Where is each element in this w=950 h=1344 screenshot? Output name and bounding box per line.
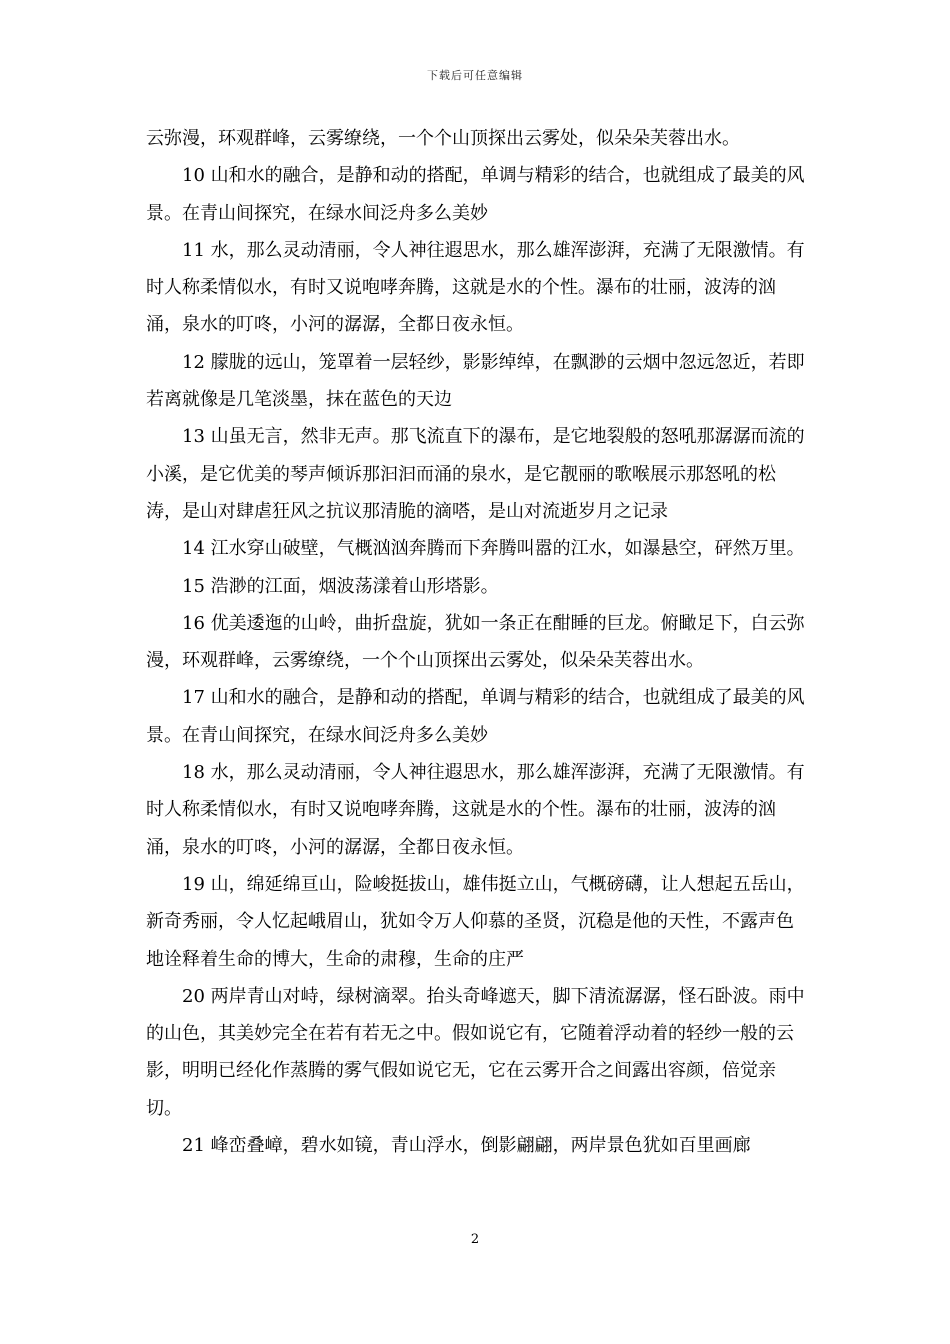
paragraph: 20 两岸青山对峙，绿树滴翠。抬头奇峰遮天，脚下清流潺潺，怪石卧波。雨中的山色，其美妙完全在若有若无之中。假如说它有，它随着浮动着的轻纱一般的云影，明明已经化作蒸腾的雾气假如说它无，它在云雾开合之间露出容颜，倍觉亲切。 bbox=[146, 985, 805, 1119]
paragraph: 11 水，那么灵动清丽，令人神往遐思水，那么雄浑澎湃，充满了无限激情。有时人称柔情似水，有时又说咆哮奔腾，这就是水的个性。瀑布的壮丽，波涛的汹涌，泉水的叮咚，小河的潺潺，全都日夜永恒。 bbox=[146, 239, 805, 336]
paragraph: 15 浩渺的江面，烟波荡漾着山形塔影。 bbox=[182, 575, 499, 597]
page-header: 下载后可任意编辑 bbox=[427, 69, 523, 82]
paragraph: 16 优美逶迤的山岭，曲折盘旋，犹如一条正在酣睡的巨龙。俯瞰足下，白云弥漫，环观群峰，云雾缭绕，一个个山顶探出云雾处，似朵朵芙蓉出水。 bbox=[146, 612, 805, 672]
paragraph: 19 山，绵延绵亘山，险峻挺拔山，雄伟挺立山，气概磅礴，让人想起五岳山，新奇秀丽，令人忆起峨眉山，犹如令万人仰慕的圣贤，沉稳是他的天性，不露声色地诠释着生命的博大，生命的肃穆，生命的庄严 bbox=[146, 873, 805, 970]
paragraph: 12 朦胧的远山，笼罩着一层轻纱，影影绰绰，在飘渺的云烟中忽远忽近，若即若离就像是几笔淡墨，抹在蓝色的天边 bbox=[146, 351, 805, 411]
paragraph: 21 峰峦叠嶂，碧水如镜，青山浮水，倒影翩翩，两岸景色犹如百里画廊 bbox=[182, 1135, 751, 1157]
document-body bbox=[146, 120, 808, 1164]
paragraph: 10 山和水的融合，是静和动的搭配，单调与精彩的结合，也就组成了最美的风景。在青山间探究，在绿水间泛舟多么美妙 bbox=[146, 165, 805, 224]
paragraph: 云弥漫，环观群峰，云雾缭绕，一个个山顶探出云雾处，似朵朵芙蓉出水。 bbox=[146, 128, 740, 149]
page-number: 2 bbox=[470, 1232, 480, 1247]
paragraph: 14 江水穿山破壁，气概汹汹奔腾而下奔腾叫嚣的江水，如瀑悬空，砰然万里。 bbox=[182, 538, 805, 560]
paragraph: 18 水，那么灵动清丽，令人神往遐思水，那么雄浑澎湃，充满了无限激情。有时人称柔情似水，有时又说咆哮奔腾，这就是水的个性。瀑布的壮丽，波涛的汹涌，泉水的叮咚，小河的潺潺，全都日夜永恒。 bbox=[146, 762, 805, 858]
paragraph: 13 山虽无言，然非无声。那飞流直下的瀑布，是它地裂般的怒吼那潺潺而流的小溪，是它优美的琴声倾诉那汩汩而涌的泉水，是它靓丽的歌喉展示那怒吼的松涛，是山对肆虐狂风之抗议那清脆的滴嗒，是山对流逝岁月之记录 bbox=[146, 426, 805, 522]
paragraph: 17 山和水的融合，是静和动的搭配，单调与精彩的结合，也就组成了最美的风景。在青山间探究，在绿水间泛舟多么美妙 bbox=[146, 687, 805, 746]
